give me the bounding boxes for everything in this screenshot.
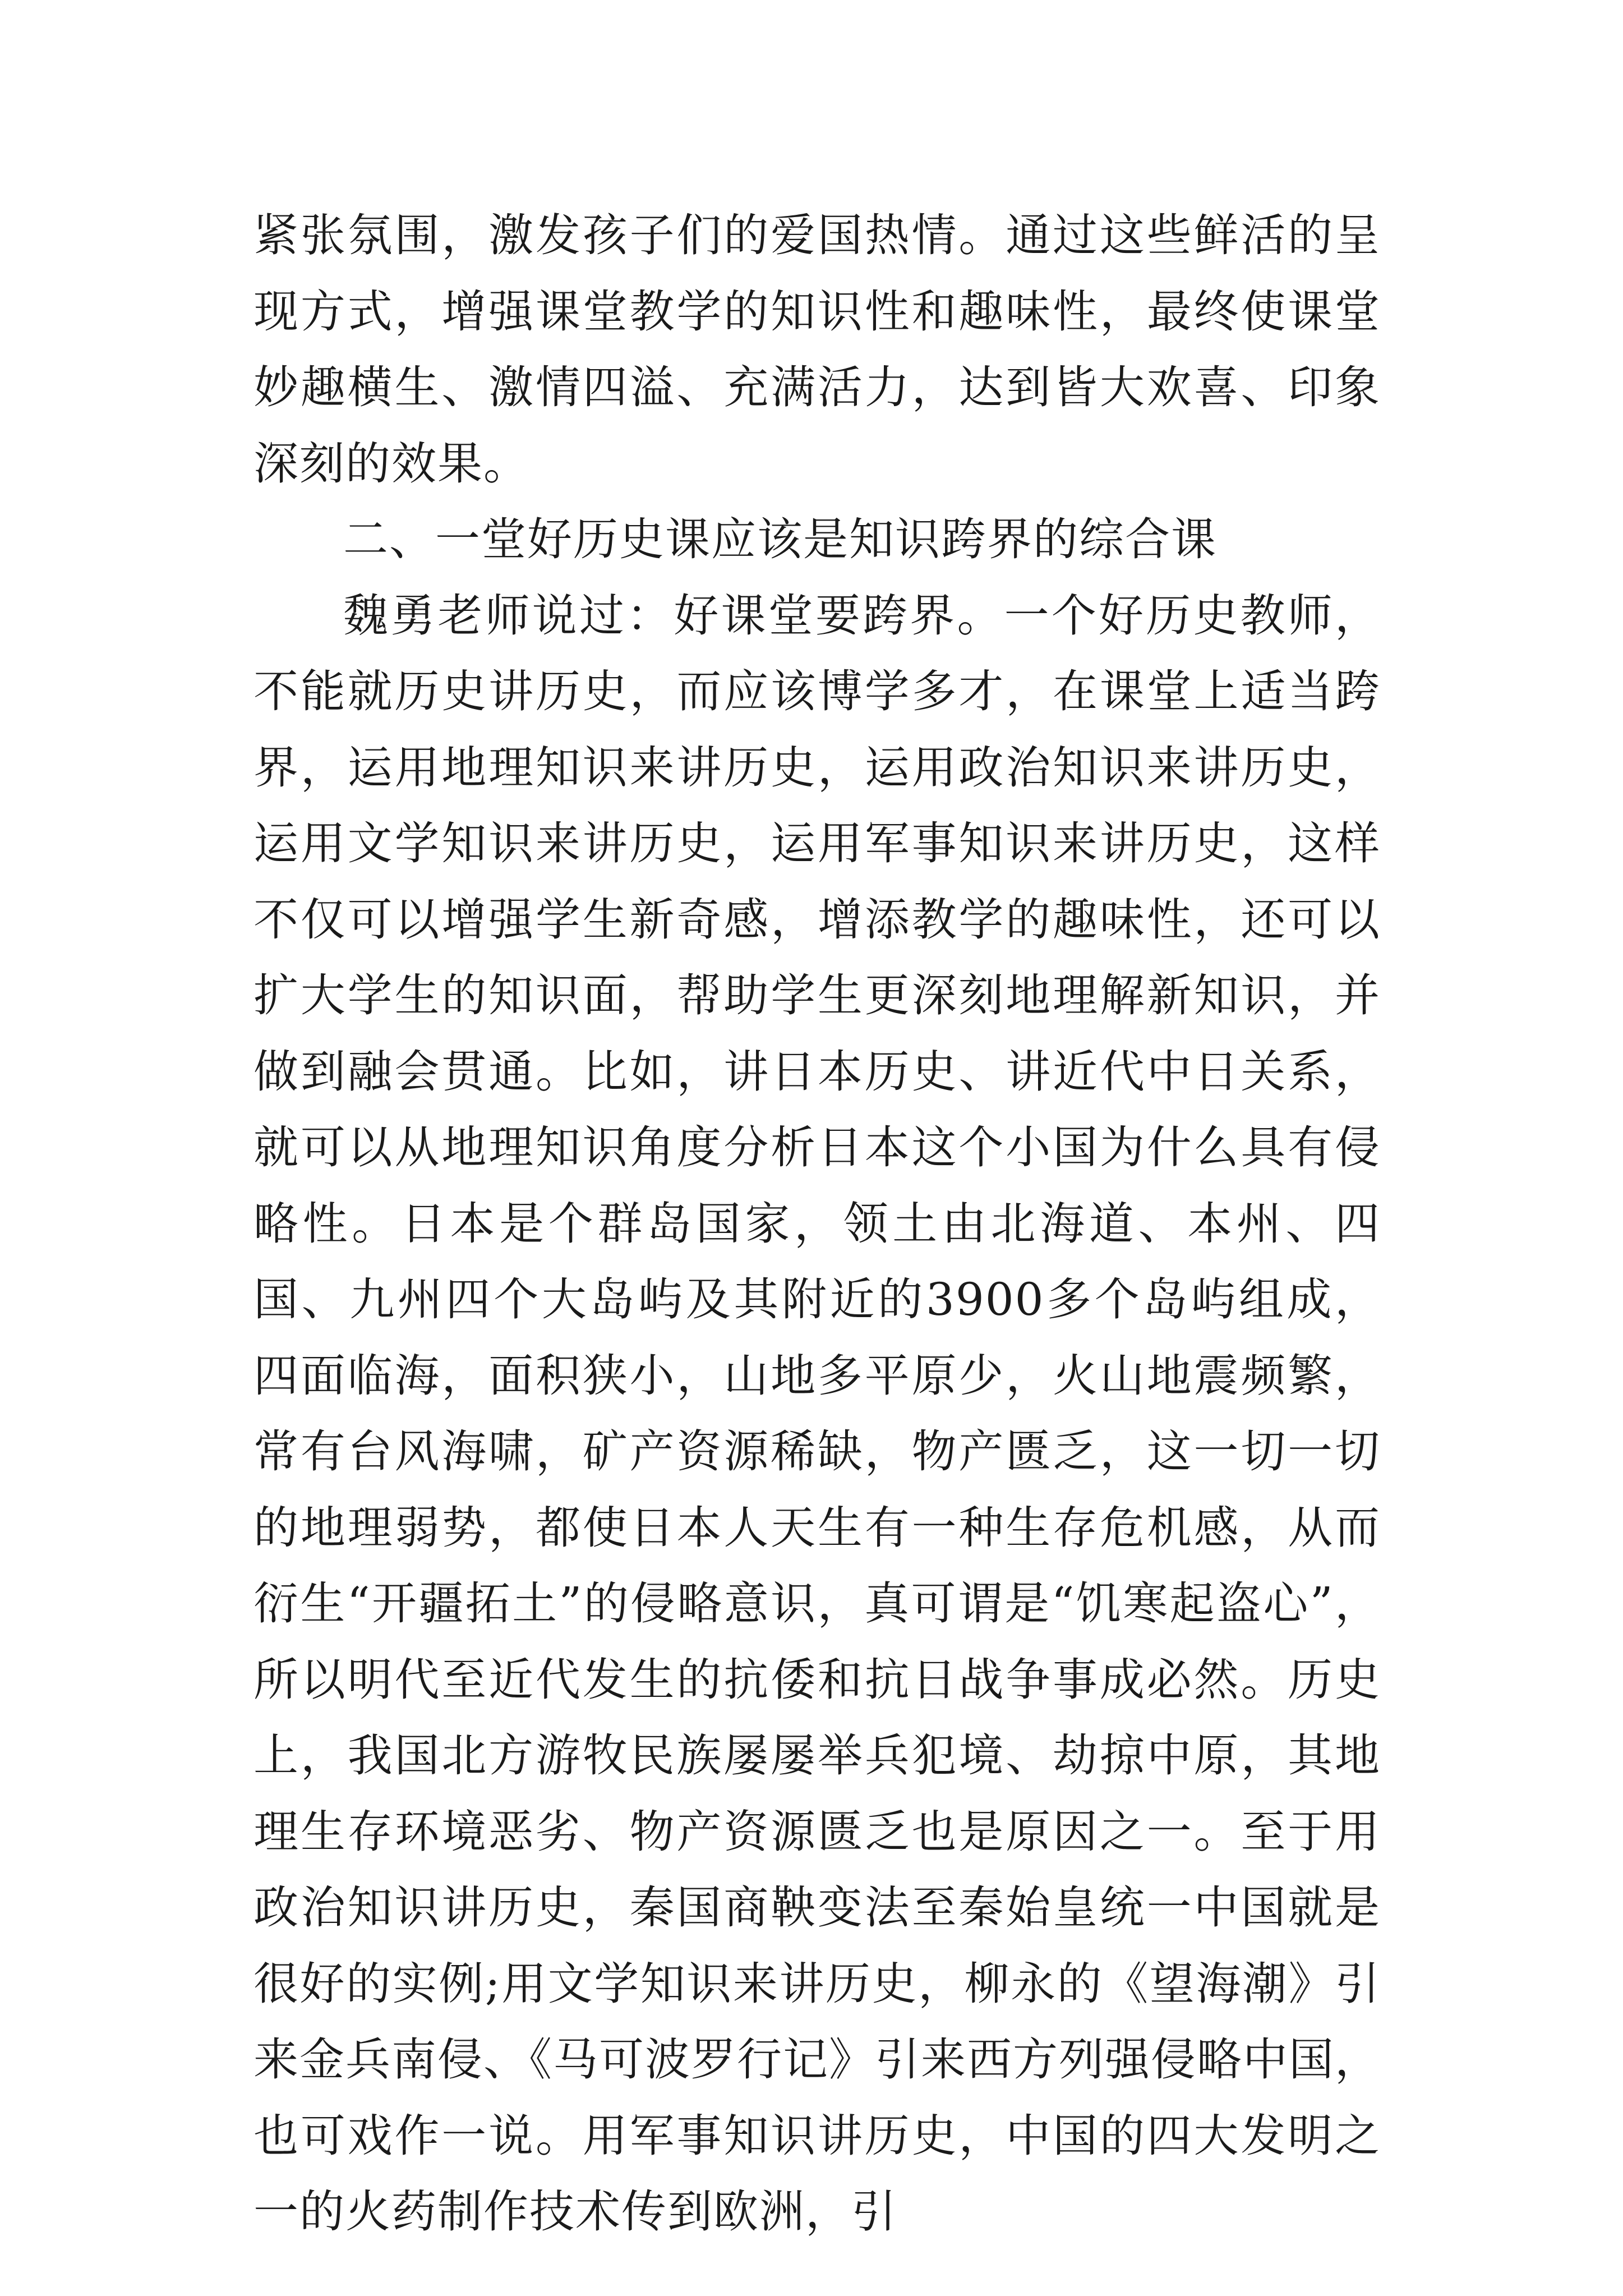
paragraph-continuation: 紧张氛围，激发孩子们的爱国热情。通过这些鲜活的呈现方式，增强课堂教学的知识性和趣味性，最终使课堂妙趣横生、激情四溢、充满活力，达到皆大欢喜、印象深刻的效果。 bbox=[253, 209, 1381, 490]
paragraph-body: 魏勇老师说过：好课堂要跨界。一个好历史教师，不能就历史讲历史，而应该博学多才，在课堂上适当跨界，运用地理知识来讲历史，运用政治知识来讲历史，运用文学知识来讲历史，运用军事知识来讲历史，这样不仅可以增强学生新奇感，增添教学的趣味性，还可以扩大学生的知识面，帮助学生更深刻地理解新知识，并做到融会贯通。比如，讲日本历史、讲近代中日关系，就可以从地理知识角度分析日本这个小国为什么具有侵略性。日本是个群岛国家，领土由北海道、本州、四国、九州四个大岛屿及其附近的3900多个岛屿组成，四面临海，面积狭小，山地多平原少，火山地震频繁，常有台风海啸，矿产资源稀缺，物产匮乏，这一切一切的地理弱势，都使日本人天生有一种生存危机感，从而衍生“开疆拓土”的侵略意识，真可谓是“饥寒起盗心”，所以明代至近代发生的抗倭和抗日战争事成必然。历史上，我国北方游牧民族屡屡举兵犯境、劫掠中原，其地理生存环境恶劣、物产资源匮乏也是原因之一。至于用政治知识讲历史，秦国商鞅变法至秦始皇统一中国就是很好的实例;用文学知识来讲历史，柳永的《望海潮》引来金兵南侵、《马可波罗行记》引来西方列强侵略中国，也可戏作一说。用军事知识讲历史，中国的四大发明之一的火药制作技术传到欧洲，引 bbox=[253, 589, 1381, 2238]
body-text bbox=[253, 197, 1381, 2250]
section-heading: 二、一堂好历史课应该是知识跨界的综合课 bbox=[343, 513, 1217, 565]
